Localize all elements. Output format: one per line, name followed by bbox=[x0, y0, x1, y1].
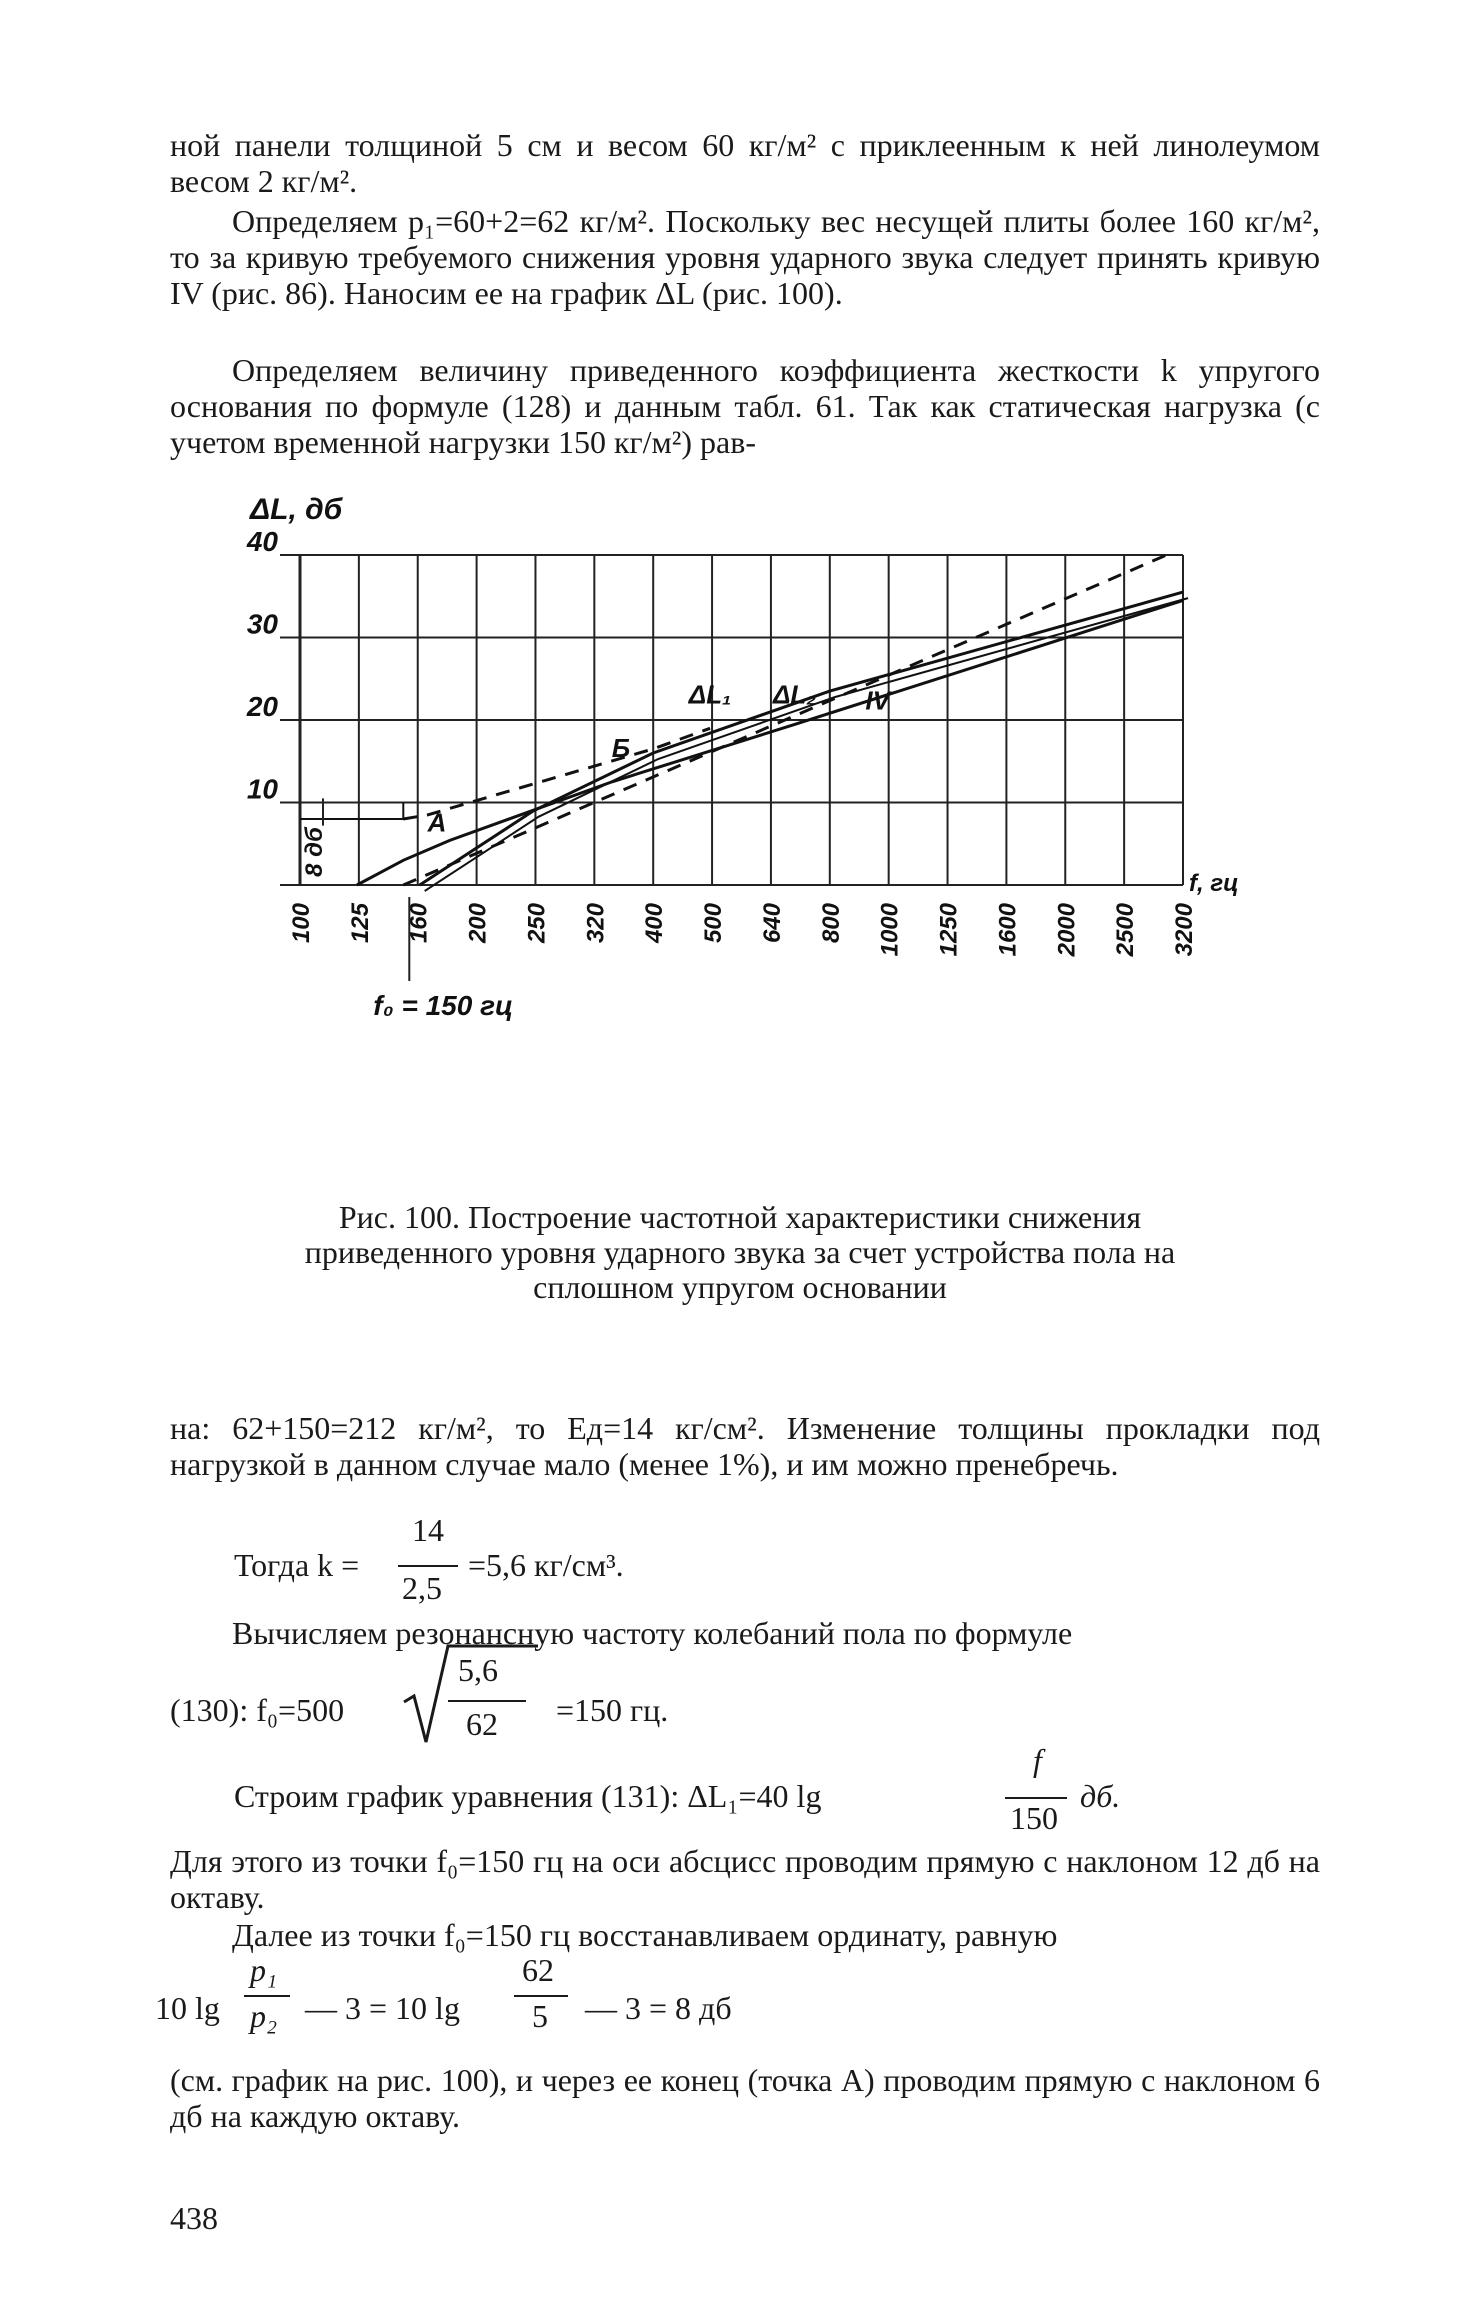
eq-dl-prefix: Строим график уравнения (131): ΔL₁=40 lg bbox=[234, 1778, 822, 1814]
x-tick-label: 160 bbox=[405, 903, 433, 944]
chart-figure bbox=[240, 485, 1250, 1165]
x-tick-label: 2500 bbox=[1112, 903, 1140, 957]
y-tick-label: 10 bbox=[246, 773, 278, 805]
eq-k-suffix: =5,6 кг/см³. bbox=[468, 1547, 624, 1583]
x-tick-label: 2000 bbox=[1053, 903, 1081, 957]
eq-k-fraction-bar bbox=[398, 1565, 458, 1567]
step-label: 8 дб bbox=[301, 827, 328, 877]
paragraph-2: Определяем p₁=60+2=62 кг/м². Поскольку вес несущей плиты более 160 кг/м², то за кривую требуемого снижения уровня ударного звука следует принять кривую IV (рис. 86). Наносим ее на график ΔL (рис. 100). bbox=[170, 203, 1320, 311]
eq-ord-denominator-2: 5 bbox=[532, 1998, 548, 2034]
x-tick-label: 100 bbox=[288, 903, 315, 944]
eq-ord-c: — 3 = 8 дб bbox=[585, 1990, 732, 2026]
eq-f0-fraction-bar bbox=[448, 1700, 526, 1702]
eq-k-denominator: 2,5 bbox=[402, 1570, 442, 1606]
eq-ord-denominator-1: p₂ bbox=[250, 1998, 278, 2034]
x-tick-label: 1600 bbox=[994, 903, 1022, 957]
annotation-label: ΔL₁ bbox=[688, 679, 732, 710]
paragraph-4: на: 62+150=212 кг/м², то Eд=14 кг/см². Изменение толщины прокладки под нагрузкой в данном случае мало (менее 1%), и им можно пренебречь. bbox=[170, 1410, 1320, 1482]
paragraph-8: (см. график на рис. 100), и через ее конец (точка A) проводим прямую с наклоном 6 дб на каждую октаву. bbox=[170, 2062, 1320, 2134]
series-Astep-line bbox=[300, 803, 403, 820]
eq-ord-numerator-2: 62 bbox=[522, 1952, 554, 1988]
eq-ord-fraction-bar-2 bbox=[514, 1995, 568, 1997]
series-IV-outline-line bbox=[425, 598, 1188, 891]
annotation-label: A bbox=[427, 807, 447, 838]
eq-f0-prefix: (130): f₀=500 bbox=[170, 1692, 345, 1728]
chart-labels bbox=[246, 493, 1239, 1021]
y-tick-label: 20 bbox=[246, 691, 278, 722]
paragraph-7: Далее из точки f₀=150 гц восстанавливаем ординату, равную bbox=[232, 1917, 1058, 1953]
x-axis-label: f, гц bbox=[1189, 870, 1239, 897]
eq-k-numerator: 14 bbox=[412, 1512, 444, 1548]
series-Aline-line bbox=[403, 728, 710, 819]
eq-ord-fraction-bar-1 bbox=[244, 1995, 290, 1997]
x-tick-label: 200 bbox=[464, 903, 492, 944]
x-tick-label: 800 bbox=[817, 903, 845, 944]
annotation-label: IV bbox=[865, 685, 890, 716]
x-tick-label: 1000 bbox=[876, 903, 904, 957]
annotation-label: Б bbox=[611, 733, 631, 764]
chart-series bbox=[300, 555, 1188, 891]
eq-dl-fraction-bar bbox=[1005, 1797, 1067, 1799]
x-tick-label: 1250 bbox=[935, 903, 963, 957]
eq-f0-suffix: =150 гц. bbox=[556, 1692, 669, 1728]
eq-dl-numerator: f bbox=[1033, 1742, 1042, 1778]
eq-ord-b: — 3 = 10 lg bbox=[305, 1990, 460, 2026]
x-tick-label: 640 bbox=[758, 903, 786, 944]
x-tick-label: 250 bbox=[523, 903, 551, 944]
eq-f0-numerator: 5,6 bbox=[458, 1652, 498, 1688]
y-tick-label: 40 bbox=[246, 526, 278, 557]
f0-label: f₀ = 150 гц bbox=[373, 990, 514, 1021]
x-tick-label: 400 bbox=[641, 903, 669, 944]
y-axis-label: ΔL, дб bbox=[250, 493, 343, 526]
eq-k-prefix: Тогда k = bbox=[234, 1547, 360, 1583]
annotation-label: ΔL₂ bbox=[772, 679, 817, 710]
x-tick-label: 320 bbox=[582, 903, 610, 944]
paragraph-1: ной панели толщиной 5 см и весом 60 кг/м² с приклеенным к ней линолеумом весом 2 кг/м². bbox=[170, 127, 1320, 199]
eq-f0-denominator: 62 bbox=[466, 1706, 498, 1742]
eq-dl-suffix: дб. bbox=[1080, 1778, 1121, 1814]
paragraph-5: Вычисляем резонансную частоту колебаний пола по формуле bbox=[232, 1615, 1073, 1651]
paragraph-3: Определяем величину приведенного коэффициента жесткости k упругого основания по формуле (128) и данным табл. 61. Так как статическая нагрузка (с учетом временной нагрузки 150 кг/м²) рав- bbox=[170, 352, 1320, 460]
page-number: 438 bbox=[170, 2200, 218, 2236]
x-tick-label: 3200 bbox=[1171, 903, 1198, 957]
eq-dl-denominator: 150 bbox=[1010, 1800, 1058, 1836]
paragraph-6: Для этого из точки f₀=150 гц на оси абсцисс проводим прямую с наклоном 12 дб на октаву. bbox=[170, 1843, 1320, 1915]
x-tick-label: 125 bbox=[346, 903, 374, 944]
figure-caption: Рис. 100. Построение частотной характеристики снижения приведенного уровня ударного звука за счет устройства пола на сплошном упругом основании bbox=[304, 1199, 1176, 1305]
eq-ord-a: 10 lg bbox=[155, 1990, 220, 2026]
chart-grid bbox=[280, 555, 1183, 885]
eq-ord-numerator-1: p₁ bbox=[250, 1952, 278, 1988]
x-tick-label: 500 bbox=[700, 903, 728, 944]
y-tick-label: 30 bbox=[246, 608, 278, 640]
